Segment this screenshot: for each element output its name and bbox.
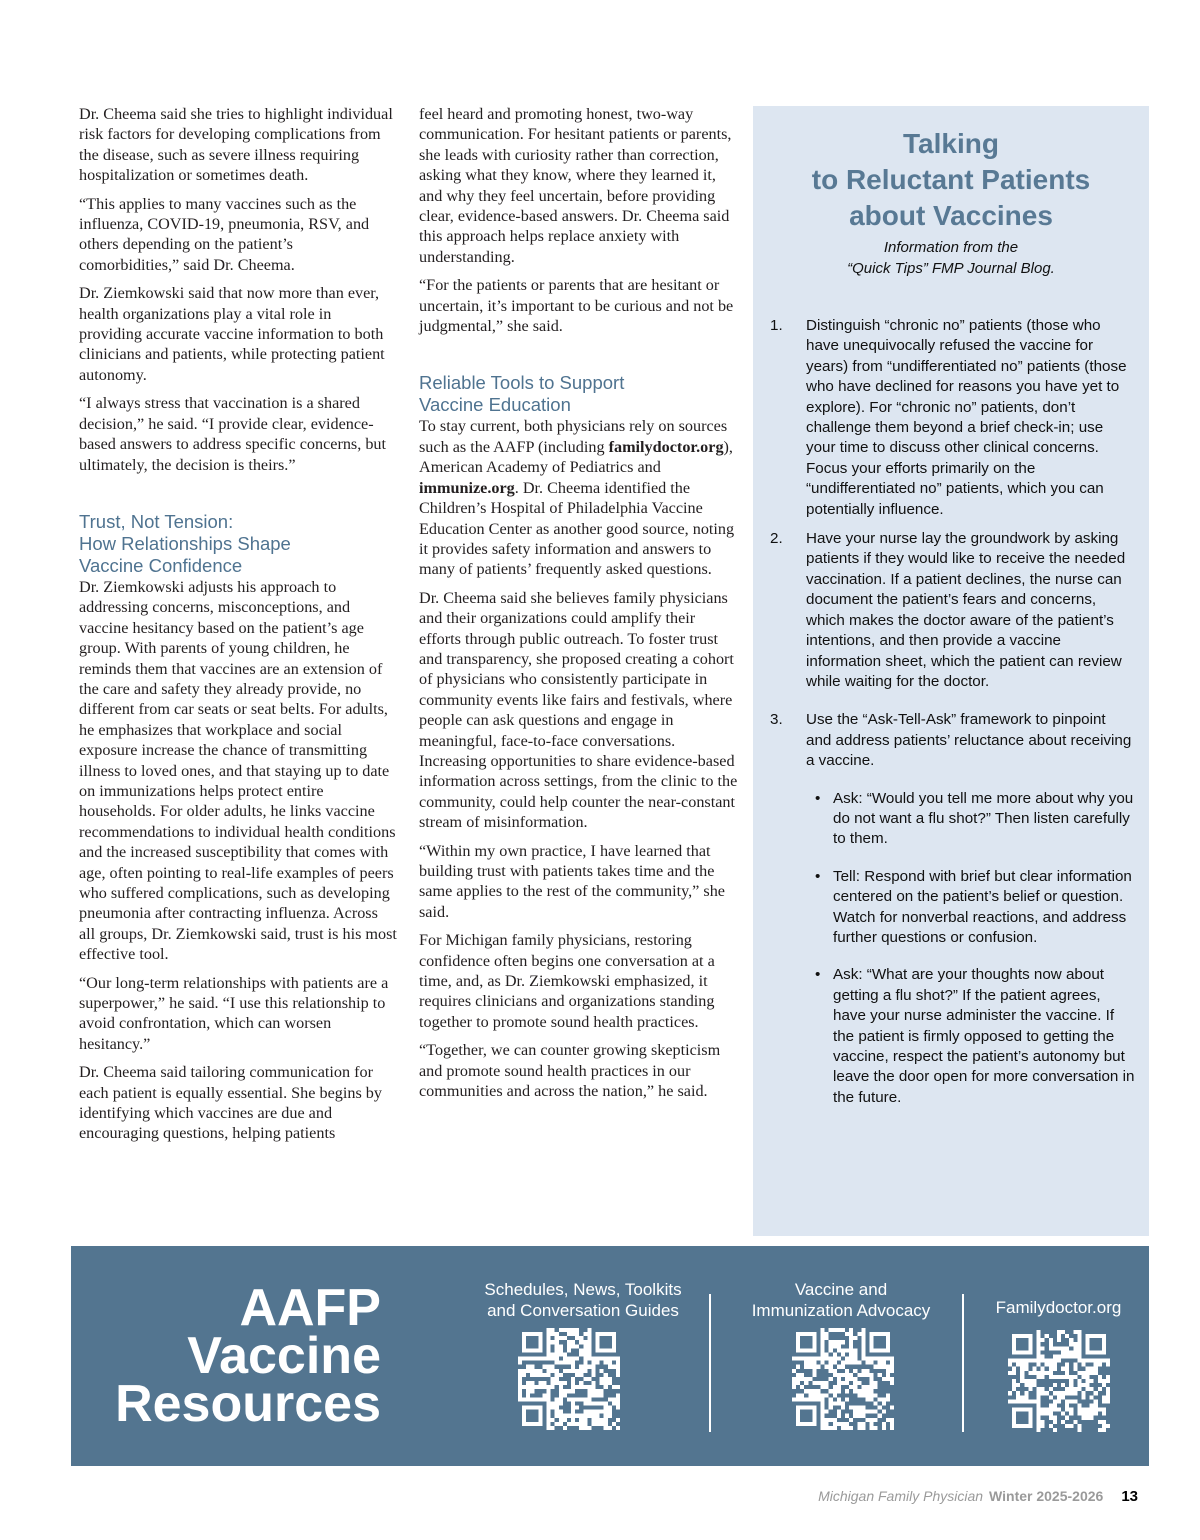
tip-item [753, 710, 1149, 771]
bullet-dot: • [815, 867, 821, 885]
quick-tips-sidebar [753, 106, 1149, 1236]
title-line: Resources [115, 1375, 381, 1433]
text-run: ), American Academy of Pediatrics and [419, 437, 733, 477]
bullet-dot: • [815, 789, 821, 807]
body-paragraph: “Within my own practice, I have learned that building trust with patients takes time and the same applies to the rest of the community,” she said. [419, 841, 725, 921]
tip-item [753, 529, 1149, 692]
qr-code-icon[interactable] [518, 1328, 620, 1430]
qr-code-icon[interactable] [792, 1328, 894, 1430]
title-line: AAFP [239, 1279, 381, 1337]
article-column-2 [419, 104, 739, 1109]
subtitle-line: “Quick Tips” FMP Journal Blog. [847, 260, 1055, 277]
resource-label-familydoctor[interactable] [976, 1298, 1141, 1319]
heading-line: How Relationships Shape [79, 532, 291, 554]
text-run: . Dr. Cheema identified the Children’s Hospital of Philadelphia Vaccine Education Center as another good source, noting it provides safety information and answers to many of patients’ frequently asked questions. [419, 478, 735, 579]
bullet-text: Ask: “Would you tell me more about why you do not want a flu shot?” Then listen carefully to them. [833, 789, 1134, 848]
body-paragraph: “Our long-term relationships with patients are a superpower,” he said. “I use this relationship to avoid confrontation, which can worsen hesitancy.” [79, 973, 389, 1053]
bullet-dot: • [815, 966, 821, 984]
section-heading-trust [79, 511, 397, 577]
body-paragraph [419, 416, 739, 579]
label-line: Schedules, News, Toolkits [484, 1280, 682, 1299]
title-line: Talking [903, 128, 999, 159]
heading-line: Reliable Tools to Support [419, 372, 625, 394]
subtitle-line: Information from the [883, 239, 1019, 256]
body-paragraph: “Together, we can counter growing skepticism and promote sound health practices in our communities and across the nation,” he said. [419, 1041, 721, 1101]
title-line: Vaccine [187, 1327, 381, 1385]
text-run: To stay current, both physicians rely on sources such as the AAFP (including [419, 417, 728, 456]
heading-line: Vaccine Education [419, 394, 571, 416]
resource-label-schedules[interactable] [453, 1280, 713, 1321]
tip-number: 2. [770, 530, 783, 548]
label-line: and Conversation Guides [487, 1300, 679, 1320]
page-number: 13 [1121, 1488, 1138, 1505]
tip-number: 1. [770, 317, 783, 334]
body-paragraph: For Michigan family physicians, restoring confidence often begins one conversation at a time, and, as Dr. Ziemkowski emphasized, it requires clinicians and organizations standing together to promote sound health practices. [419, 931, 715, 1031]
body-paragraph: Dr. Cheema said she believes family physicians and their organizations could amplify their efforts through public outreach. To foster trust and transparency, she proposed creating a cohort of physicians who consistently participate in community events like fairs and festivals, where people can ask questions and engage in meaningful, face-to-face conversations. Increasing opportunities to share evidence-based information across settings, from the clinic to the community, could help counter the near-constant stream of misinformation. [419, 588, 738, 832]
publication-name: Michigan Family Physician [818, 1488, 984, 1504]
resources-title [81, 1279, 381, 1433]
heading-line: Vaccine Confidence [79, 554, 243, 576]
tip-text: Distinguish “chronic no” patients (those who have unequivocally refused the vaccine for years) from “undifferentiated no” patients (those who have declined for reasons you have yet to explore). For “chronic no” patients, don’t challenge them beyond a brief check-in; use your time to discuss other clinical concerns. Focus your efforts primarily on the “undifferentiated no” patients, which you can potentially influence. [806, 317, 1127, 518]
sidebar-title [753, 126, 1149, 234]
tip-item [753, 316, 1149, 520]
resource-label-advocacy[interactable] [721, 1280, 961, 1321]
body-paragraph: “For the patients or parents that are hesitant or uncertain, it’s important to be curious and not be judgmental,” she said. [419, 276, 734, 336]
sidebar-subtitle [753, 237, 1149, 279]
section-heading-tools [419, 372, 739, 416]
framework-bullet [753, 965, 1149, 1108]
aafp-resources-band [71, 1246, 1149, 1466]
page-footer [818, 1487, 1138, 1506]
tip-number: 3. [770, 711, 783, 729]
immunize-link[interactable]: immunize.org [419, 478, 515, 497]
body-paragraph: Dr. Ziemkowski adjusts his approach to addressing concerns, misconceptions, and vaccine hesitancy based on the patient’s age group. With parents of young children, he reminds them that vaccines are an extension of the care and safety they already provide, no different from car seats or seat belts. For adults, he emphasizes that workplace and social exposure increase the chance of transmitting illness to loved ones, and that staying up to date on immunizations helps protect entire households. For older adults, he links vaccine recommendations to individual health conditions and the increased susceptibility that comes with age, often pointing to real-life examples of peers who suffered complications, such as developing pneumonia after contracting influenza. Across all groups, Dr. Ziemkowski said, trust is his most effective tool. [79, 577, 397, 964]
body-paragraph: Dr. Cheema said she tries to highlight individual risk factors for developing complications from the disease, such as severe illness requiring hospitalization or sometimes death. [79, 105, 393, 185]
title-line: about Vaccines [849, 200, 1053, 231]
divider [962, 1294, 964, 1432]
divider [709, 1294, 711, 1432]
familydoctor-link[interactable]: familydoctor.org [608, 437, 724, 456]
bullet-text: Ask: “What are your thoughts now about getting a flu shot?” If the patient agrees, have your nurse administer the vaccine. If the patient is firmly opposed to getting the vaccine, respect the patient’s autonomy but leave the door open for more conversation in the future. [833, 966, 1135, 1106]
label-line: Familydoctor.org [995, 1298, 1122, 1317]
issue-label: Winter 2025-2026 [989, 1488, 1104, 1504]
framework-bullet [753, 867, 1149, 949]
body-paragraph: feel heard and promoting honest, two-way communication. For hesitant patients or parents, she leads with curiosity rather than correction, asking what they know, where they learned it, and why they feel uncertain, before providing clear, evidence-based answers. Dr. Cheema said this approach helps replace anxiety with understanding. [419, 105, 732, 266]
bullet-text: Tell: Respond with brief but clear information centered on the patient’s belief or question. Watch for nonverbal reactions, and address further questions or confusion. [833, 867, 1132, 946]
article-column-1 [79, 104, 397, 1152]
tips-list [753, 316, 1149, 1108]
body-paragraph: Dr. Ziemkowski said that now more than ever, health organizations play a vital role in providing accurate vaccine information to both clinicians and patients, while protecting patient autonomy. [79, 284, 385, 384]
tip-text: Use the “Ask-Tell-Ask” framework to pinpoint and address patients’ reluctance about receiving a vaccine. [806, 711, 1132, 770]
tip-text: Have your nurse lay the groundwork by asking patients if they would like to receive the needed vaccination. If a patient declines, the nurse can document the patient’s fears and concerns, which makes the doctor aware of the patient’s intentions, and then provide a vaccine information sheet, which the patient can review while waiting for the doctor. [806, 530, 1126, 690]
qr-code-icon[interactable] [1008, 1330, 1110, 1432]
body-paragraph: “I always stress that vaccination is a shared decision,” he said. “I provide clear, evidence-based answers to address specific concerns, but ultimately, the decision is theirs.” [79, 394, 387, 474]
body-paragraph: Dr. Cheema said tailoring communication for each patient is equally essential. She begins by identifying which vaccines are due and encouraging questions, helping patients [79, 1063, 382, 1143]
framework-bullet [753, 789, 1149, 850]
title-line: to Reluctant Patients [811, 164, 1091, 195]
heading-line: Trust, Not Tension: [79, 510, 234, 532]
body-paragraph: “This applies to many vaccines such as the influenza, COVID-19, pneumonia, RSV, and others depending on the patient’s comorbidities,” said Dr. Cheema. [79, 194, 370, 274]
label-line: Immunization Advocacy [751, 1300, 931, 1320]
label-line: Vaccine and [794, 1280, 888, 1299]
